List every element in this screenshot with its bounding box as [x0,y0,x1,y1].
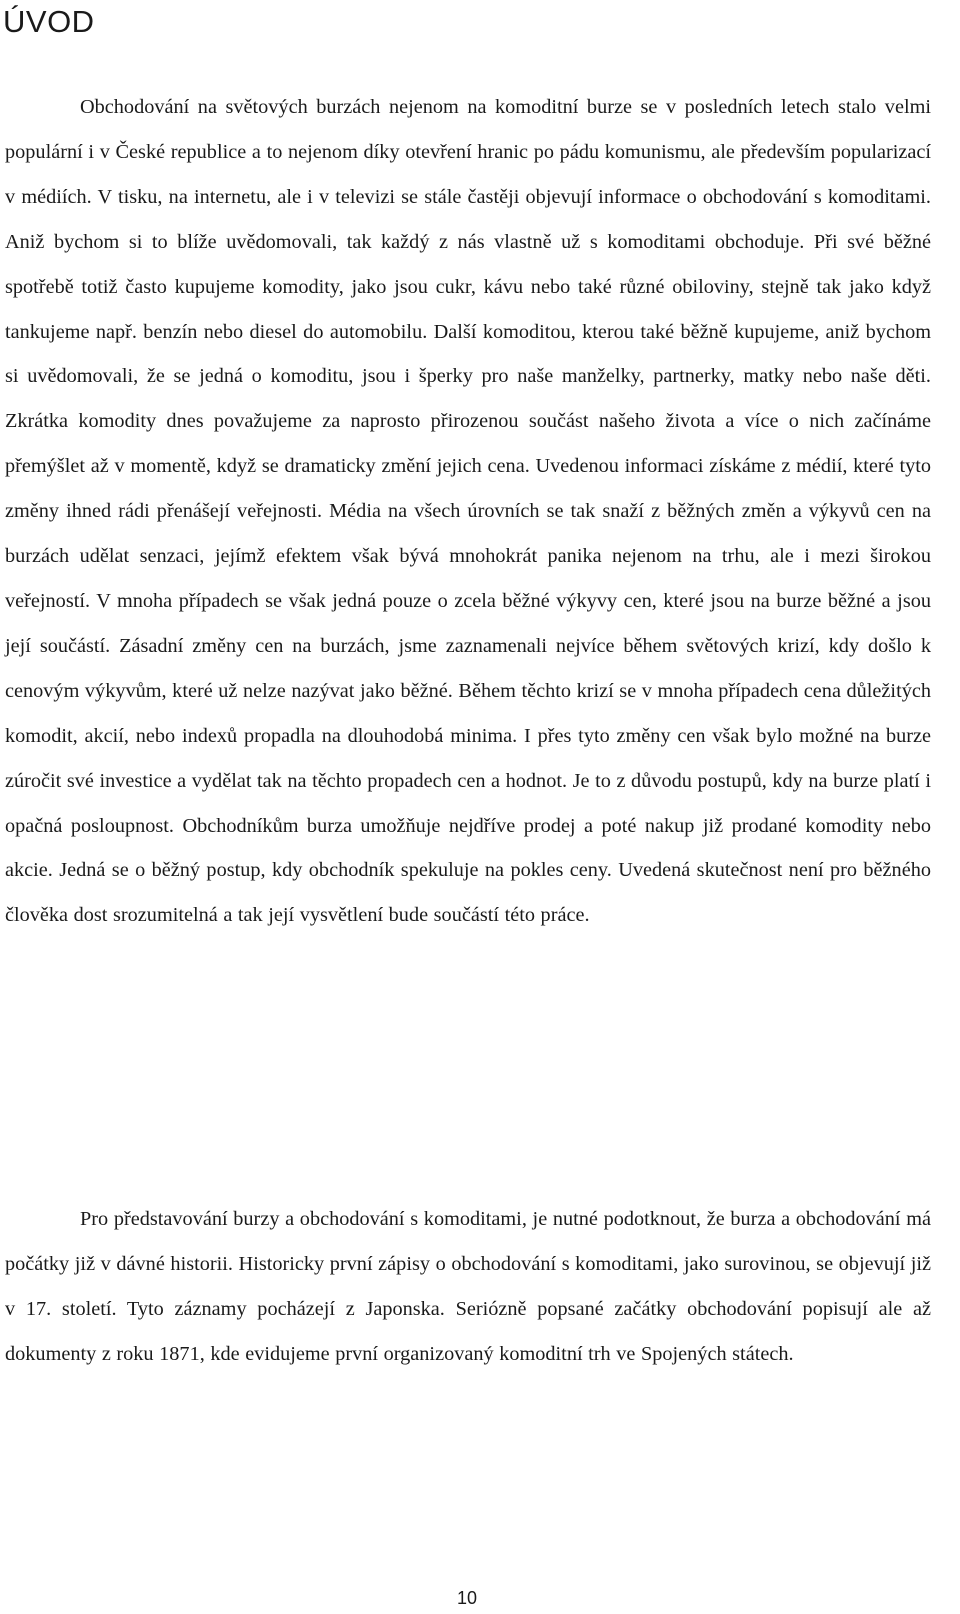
paragraph-1: Obchodování na světových burzách nejenom na komoditní burze se v posledních letech stalo velmi populární i v České republice a to nejenom díky otevření hranic po pádu komunismu, ale především popularizací v médiích. V tisku, na internetu, ale i v televizi se stále častěji objevují informace o obchodování s komoditami. Aniž bychom si to blíže uvědomovali, tak každý z nás vlastně už s komoditami obchoduje. Při své běžné spotřebě totiž často kupujeme komodity, jako jsou cukr, kávu nebo také různé obiloviny, stejně tak jako když tankujeme např. benzín nebo diesel do automobilu. Další komoditou, kterou také běžně kupujeme, aniž bychom si uvědomovali, že se jedná o komoditu, jsou i šperky pro naše manželky, partnerky, matky nebo naše děti. Zkrátka komodity dnes považujeme za naprosto přirozenou součást našeho života a více o nich začínáme přemýšlet až v momentě, když se dramaticky změní jejich cena. Uvedenou informaci získáme z médií, které tyto změny ihned rádi přenášejí veřejnosti. Média na všech úrovních se tak snaží z běžných změn a výkyvů cen na burzách udělat senzaci, jejímž efektem však bývá mnohokrát panika nejenom na trhu, ale i mezi širokou veřejností. V mnoha případech se však jedná pouze o zcela běžné výkyvy cen, které jsou na burze běžné a jsou její součástí. Zásadní změny cen na burzách, jsme zaznamenali nejvíce během světových krizí, kdy došlo k cenovým výkyvům, které už nelze nazývat jako běžné. Během těchto krizí se v mnoha případech cena důležitých komodit, akcií, nebo indexů propadla na dlouhodobá minima. I přes tyto změny cen však bylo možné na burze zúročit své investice a vydělat tak na těchto propadech cen a hodnot. Je to z důvodu postupů, kdy na burze platí i opačná posloupnost. Obchodníkům burza umožňuje nejdříve prodej a poté nakup již prodané komodity nebo akcie. Jedná se o běžný postup, kdy obchodník spekuluje na pokles ceny. Uvedená skutečnost není pro běžného člověka dost srozumitelná a tak její vysvětlení bude součástí této práce. [5,96,931,927]
page-number: 10 [456,1588,478,1608]
paragraph-2: Pro představování burzy a obchodování s komoditami, je nutné podotknout, že burza a obchodování má počátky již v dávné historii. Historicky první zápisy o obchodování s komoditami, jako surovinou, se objevují již v 17. století. Tyto záznamy pocházejí z Japonska. Seriózně popsané začátky obchodování popisují ale až dokumenty z roku 1871, kde evidujeme první organizovaný komoditní trh ve Spojených státech. [5,1208,931,1365]
page-title: ÚVOD [3,4,95,39]
